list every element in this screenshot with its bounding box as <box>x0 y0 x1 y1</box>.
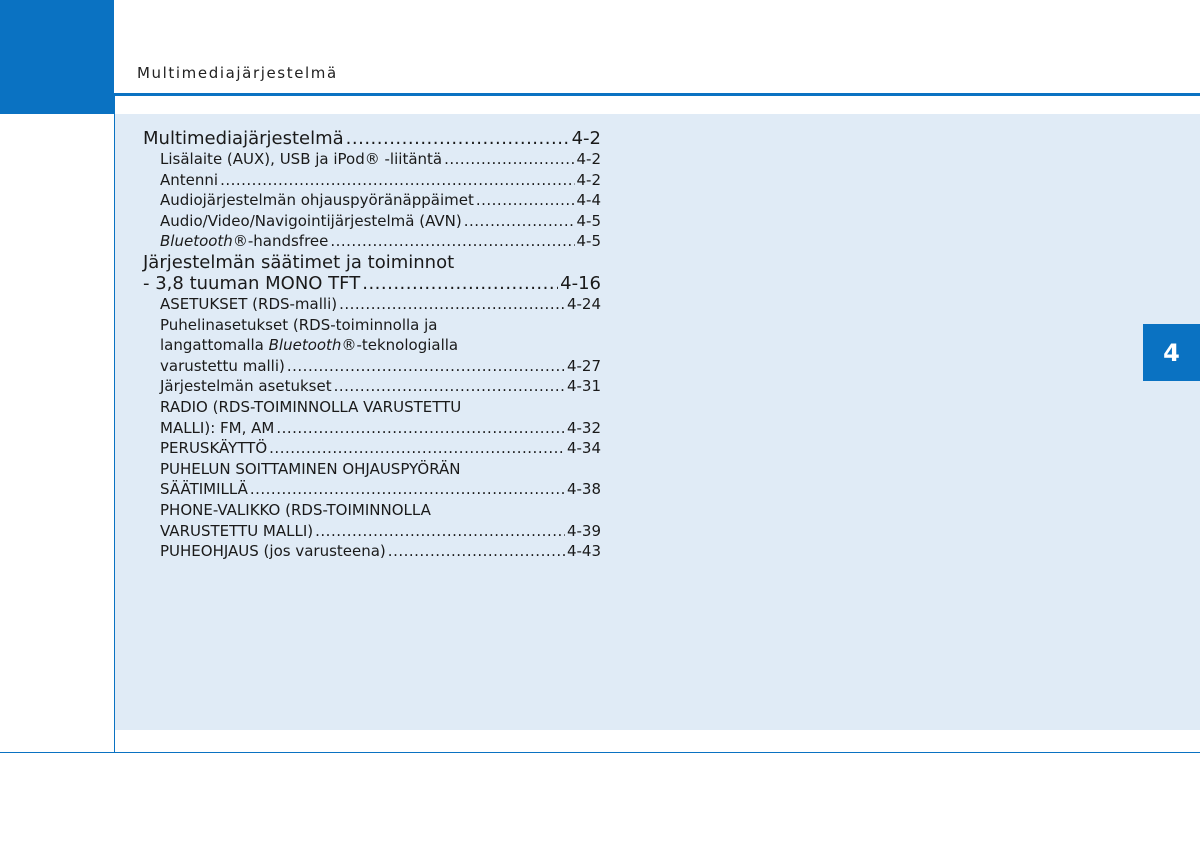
toc-label: PERUSKÄYTTÖ <box>160 439 268 458</box>
toc-label: Audiojärjestelmän ohjauspyöränäppäimet <box>160 191 474 210</box>
toc-page: 4-34 <box>566 439 601 458</box>
toc-leader <box>287 356 565 377</box>
toc-item-phone-line1[interactable]: PHONE-VALIKKO (RDS-TOIMINNOLLA <box>160 500 431 519</box>
toc-label: varustettu malli) <box>160 356 285 375</box>
toc-leader <box>269 438 565 459</box>
toc-page: 4-39 <box>566 521 601 540</box>
toc-leader <box>464 211 575 232</box>
toc-item-phone[interactable] <box>143 521 601 542</box>
toc-leader <box>388 541 565 562</box>
toc-label: MALLI): FM, AM <box>160 418 275 437</box>
corner-color-block <box>0 0 114 114</box>
toc-label: ASETUKSET (RDS-malli) <box>160 294 338 313</box>
toc-label: Antenni <box>160 170 219 189</box>
toc-label-italic: Bluetooth® <box>160 232 248 251</box>
toc-leader <box>346 128 570 149</box>
toc-leader <box>334 376 565 397</box>
toc-leader <box>444 149 574 170</box>
toc-section-multimedia[interactable] <box>143 128 601 149</box>
page-header-title: Multimediajärjestelmä <box>137 64 338 82</box>
toc-page: 4-27 <box>566 356 601 375</box>
toc-section-controls-line1[interactable]: Järjestelmän säätimet ja toiminnot <box>143 251 455 273</box>
bottom-rule <box>0 752 1200 753</box>
toc-label-rest: -handsfree <box>247 232 329 251</box>
toc-page: 4-31 <box>566 377 601 396</box>
toc-item-puhelin-line1[interactable]: Puhelinasetukset (RDS-toiminnolla ja <box>160 315 438 334</box>
toc-item-puhelin-line2[interactable] <box>143 335 601 356</box>
toc-leader <box>276 418 565 439</box>
toc-label-part: langattomalla <box>160 336 269 355</box>
toc-page: 4-2 <box>576 150 601 168</box>
toc-item-puhelin[interactable] <box>143 356 601 377</box>
toc-item-puhelun-line1[interactable]: PUHELUN SOITTAMINEN OHJAUSPYÖRÄN <box>160 459 461 478</box>
toc-label: SÄÄTIMILLÄ <box>160 480 248 499</box>
toc-item-antenni[interactable] <box>143 170 601 191</box>
toc-item-jarjestelman-asetukset[interactable] <box>143 376 601 397</box>
toc-leader <box>250 479 565 500</box>
toc-page: 4-2 <box>571 128 601 149</box>
toc-page: 4-4 <box>576 191 601 210</box>
toc-label: - 3,8 tuuman MONO TFT <box>143 272 361 294</box>
toc-label: Multimediajärjestelmä <box>143 128 344 149</box>
toc-label: Järjestelmän asetukset <box>160 377 332 396</box>
toc-label: PUHEOHJAUS (jos varusteena) <box>160 542 386 561</box>
toc-section-controls[interactable] <box>143 273 601 294</box>
header-rule <box>114 93 1200 96</box>
toc-item-avn[interactable] <box>143 211 601 232</box>
toc-page: 4-2 <box>576 170 601 189</box>
toc-page: 4-38 <box>566 480 601 499</box>
toc-page: 4-32 <box>566 418 601 437</box>
toc-page: 4-43 <box>566 542 601 561</box>
table-of-contents <box>143 128 601 562</box>
toc-page: 4-16 <box>560 272 601 294</box>
toc-label-part: -teknologialla <box>356 336 459 355</box>
toc-label <box>160 231 328 252</box>
toc-item-puhelun[interactable] <box>143 479 601 500</box>
toc-item-radio-line1[interactable]: RADIO (RDS-TOIMINNOLLA VARUSTETTU <box>160 397 462 416</box>
toc-item-aux-usb[interactable] <box>143 149 601 170</box>
toc-leader <box>220 170 574 191</box>
toc-item-asetukset[interactable] <box>143 294 601 315</box>
toc-item-peruskaytto[interactable] <box>143 438 601 459</box>
toc-item-steering-buttons[interactable] <box>143 190 601 211</box>
toc-item-radio[interactable] <box>143 418 601 439</box>
toc-leader <box>362 273 558 294</box>
toc-page: 4-24 <box>566 294 601 313</box>
toc-label: VARUSTETTU MALLI) <box>160 521 314 540</box>
left-margin-rule <box>114 93 115 753</box>
chapter-tab[interactable]: 4 <box>1143 324 1200 381</box>
toc-leader <box>315 521 565 542</box>
toc-item-puheohjaus[interactable] <box>143 541 601 562</box>
toc-leader <box>476 190 575 211</box>
toc-leader <box>339 294 565 315</box>
toc-label: Audio/Video/Navigointijärjestelmä (AVN) <box>160 211 462 230</box>
toc-label: Lisälaite (AUX), USB ja iPod® -liitäntä <box>160 150 443 168</box>
toc-leader <box>330 231 574 252</box>
toc-page: 4-5 <box>576 211 601 230</box>
toc-item-bluetooth-handsfree[interactable] <box>143 231 601 252</box>
toc-label-italic: Bluetooth® <box>268 336 357 355</box>
toc-page: 4-5 <box>576 232 601 251</box>
